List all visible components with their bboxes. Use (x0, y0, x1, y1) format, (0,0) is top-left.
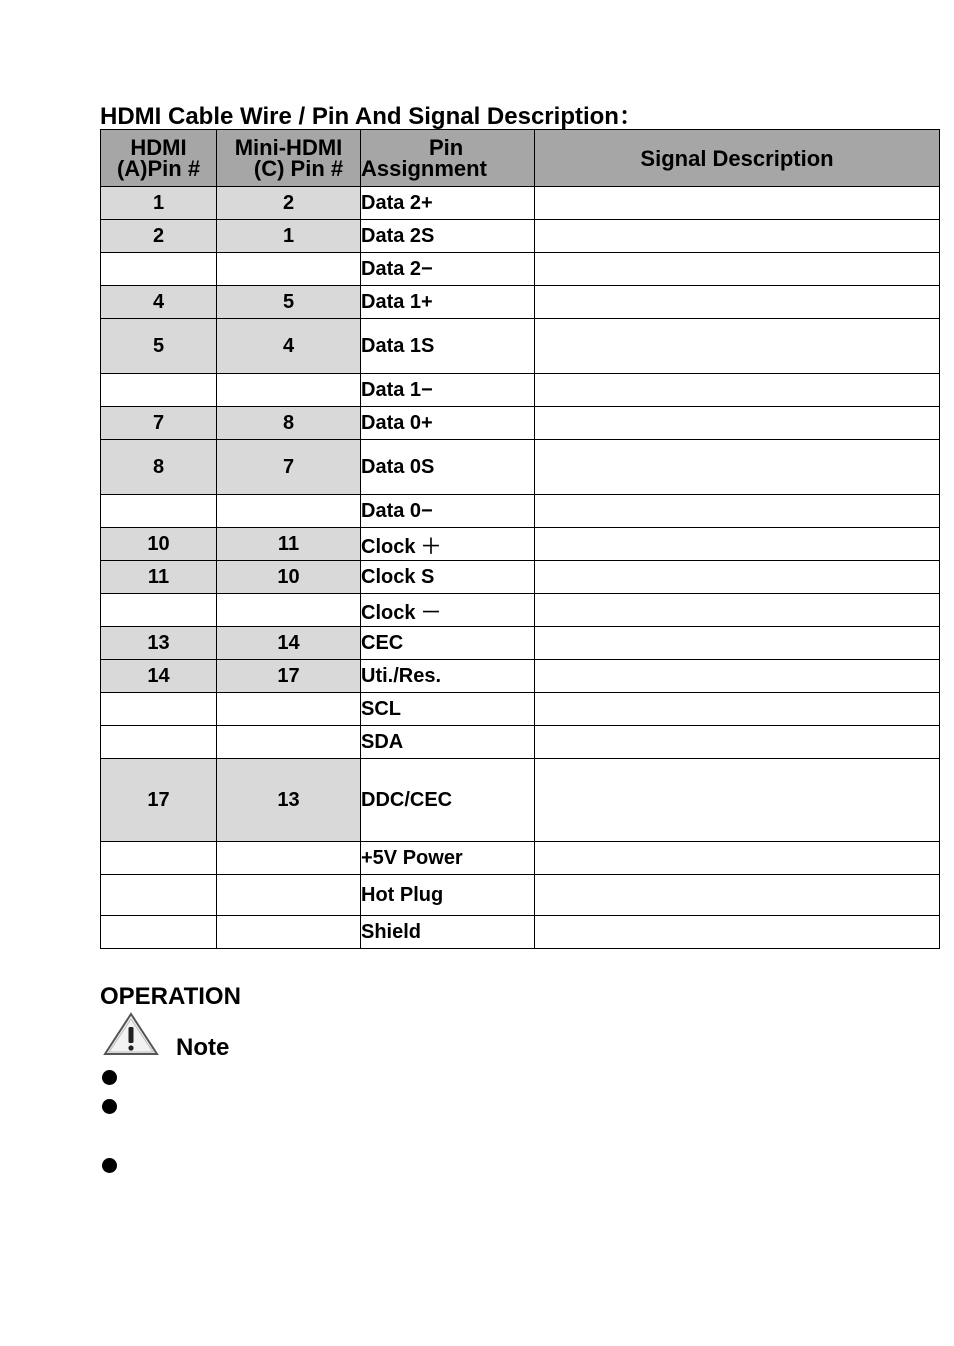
pin-assignment-cell: Data 0+ (361, 407, 535, 440)
bullet-dot (102, 1158, 117, 1173)
hdmi-a-pin-cell: 17 (101, 759, 217, 842)
pin-assignment-cell: Data 2S (361, 220, 535, 253)
pin-assignment-cell: Uti./Res. (361, 660, 535, 693)
pin-assignment-cell: +5V Power (361, 842, 535, 875)
table-row (101, 726, 940, 759)
table-row (101, 319, 940, 374)
note-label: Note (176, 1034, 230, 1061)
mini-hdmi-c-pin-cell: 10 (217, 561, 361, 594)
mini-hdmi-c-pin-cell (217, 842, 361, 875)
hdmi-a-pin-cell (101, 726, 217, 759)
table-row (101, 286, 940, 319)
bullet-dot (102, 1099, 117, 1114)
signal-description-cell (535, 875, 940, 916)
signal-description-cell (535, 693, 940, 726)
mini-hdmi-c-pin-cell: 4 (217, 319, 361, 374)
signal-description-cell (535, 407, 940, 440)
mini-hdmi-c-pin-cell: 11 (217, 528, 361, 561)
signal-description-cell (535, 319, 940, 374)
table-row (101, 253, 940, 286)
hdmi-a-pin-cell (101, 916, 217, 949)
hdmi-a-pin-cell: 8 (101, 440, 217, 495)
mini-hdmi-c-pin-cell: 13 (217, 759, 361, 842)
table-row (101, 660, 940, 693)
hdmi-a-pin-cell (101, 253, 217, 286)
table-row (101, 842, 940, 875)
header-signal-description: Signal Description (535, 130, 940, 187)
mini-hdmi-c-pin-cell: 14 (217, 627, 361, 660)
mini-hdmi-c-pin-cell (217, 916, 361, 949)
mini-hdmi-c-pin-cell (217, 875, 361, 916)
hdmi-a-pin-cell: 14 (101, 660, 217, 693)
signal-description-cell (535, 528, 940, 561)
signal-description-cell (535, 374, 940, 407)
hdmi-a-pin-cell (101, 594, 217, 627)
pin-assignment-cell: Data 2+ (361, 187, 535, 220)
hdmi-a-pin-cell (101, 842, 217, 875)
hdmi-a-pin-cell: 13 (101, 627, 217, 660)
header-hdmi-a-line1: HDMI (130, 135, 187, 160)
header-mini-hdmi-c-pin (217, 130, 361, 187)
header-mini-c-line1: Mini-HDMI (234, 135, 343, 160)
hdmi-a-pin-cell: 11 (101, 561, 217, 594)
signal-description-cell (535, 726, 940, 759)
table-row (101, 407, 940, 440)
pin-assignment-cell: SCL (361, 693, 535, 726)
mini-hdmi-c-pin-cell (217, 374, 361, 407)
header-pin-assignment (361, 130, 535, 187)
table-row (101, 594, 940, 627)
signal-description-cell (535, 759, 940, 842)
hdmi-a-pin-cell: 1 (101, 187, 217, 220)
signal-description-cell (535, 440, 940, 495)
pin-assignment-cell: CEC (361, 627, 535, 660)
operation-heading: OPERATION (100, 983, 241, 1010)
mini-hdmi-c-pin-cell: 7 (217, 440, 361, 495)
pin-assignment-cell: SDA (361, 726, 535, 759)
pin-assignment-cell: Hot Plug (361, 875, 535, 916)
signal-description-cell (535, 594, 940, 627)
pin-assignment-cell: Data 1+ (361, 286, 535, 319)
table-row (101, 627, 940, 660)
mini-hdmi-c-pin-cell (217, 693, 361, 726)
mini-hdmi-c-pin-cell: 17 (217, 660, 361, 693)
table-row (101, 374, 940, 407)
hdmi-a-pin-cell: 2 (101, 220, 217, 253)
signal-description-cell (535, 660, 940, 693)
mini-hdmi-c-pin-cell: 8 (217, 407, 361, 440)
signal-description-cell (535, 220, 940, 253)
signal-description-cell (535, 286, 940, 319)
hdmi-a-pin-cell: 10 (101, 528, 217, 561)
mini-hdmi-c-pin-cell (217, 253, 361, 286)
header-hdmi-a-pin (101, 130, 217, 187)
header-pin-line2: Assignment (361, 156, 487, 181)
signal-description-cell (535, 495, 940, 528)
signal-description-cell (535, 842, 940, 875)
bullet-dot (102, 1070, 117, 1085)
table-row (101, 440, 940, 495)
table-row (101, 528, 940, 561)
pin-assignment-cell: Shield (361, 916, 535, 949)
signal-description-cell (535, 253, 940, 286)
pin-assignment-cell: Data 0S (361, 440, 535, 495)
mini-hdmi-c-pin-cell (217, 594, 361, 627)
signal-description-cell (535, 627, 940, 660)
table-row (101, 693, 940, 726)
header-mini-c-line2: (C) Pin # (253, 156, 344, 181)
table-row (101, 220, 940, 253)
warning-triangle-icon (103, 1011, 159, 1057)
mini-hdmi-c-pin-cell: 5 (217, 286, 361, 319)
hdmi-a-pin-cell (101, 693, 217, 726)
hdmi-a-pin-cell: 4 (101, 286, 217, 319)
header-pin-line1: Pin (429, 135, 464, 160)
table-row (101, 561, 940, 594)
mini-hdmi-c-pin-cell: 1 (217, 220, 361, 253)
table-row (101, 759, 940, 842)
mini-hdmi-c-pin-cell (217, 495, 361, 528)
pin-assignment-cell: Data 1− (361, 374, 535, 407)
mini-hdmi-c-pin-cell: 2 (217, 187, 361, 220)
pin-assignment-cell: Data 0− (361, 495, 535, 528)
table-row (101, 187, 940, 220)
hdmi-a-pin-cell (101, 875, 217, 916)
pin-table-body (101, 187, 940, 949)
section-title: HDMI Cable Wire / Pin And Signal Description： (100, 103, 643, 130)
pin-assignment-cell: Clock S (361, 561, 535, 594)
pin-assignment-cell: Clock ＋ (361, 528, 535, 561)
hdmi-a-pin-cell (101, 374, 217, 407)
hdmi-a-pin-cell: 7 (101, 407, 217, 440)
mini-hdmi-c-pin-cell (217, 726, 361, 759)
hdmi-a-pin-cell (101, 495, 217, 528)
pin-assignment-cell: DDC/CEC (361, 759, 535, 842)
table-row (101, 495, 940, 528)
header-hdmi-a-line2: (A)Pin # (116, 156, 201, 181)
table-row (101, 916, 940, 949)
table-row (101, 875, 940, 916)
signal-description-cell (535, 561, 940, 594)
pin-assignment-cell: Clock － (361, 594, 535, 627)
pin-assignment-cell: Data 2− (361, 253, 535, 286)
signal-description-cell (535, 916, 940, 949)
signal-description-cell (535, 187, 940, 220)
pin-assignment-cell: Data 1S (361, 319, 535, 374)
hdmi-pin-table (100, 129, 940, 949)
hdmi-a-pin-cell: 5 (101, 319, 217, 374)
